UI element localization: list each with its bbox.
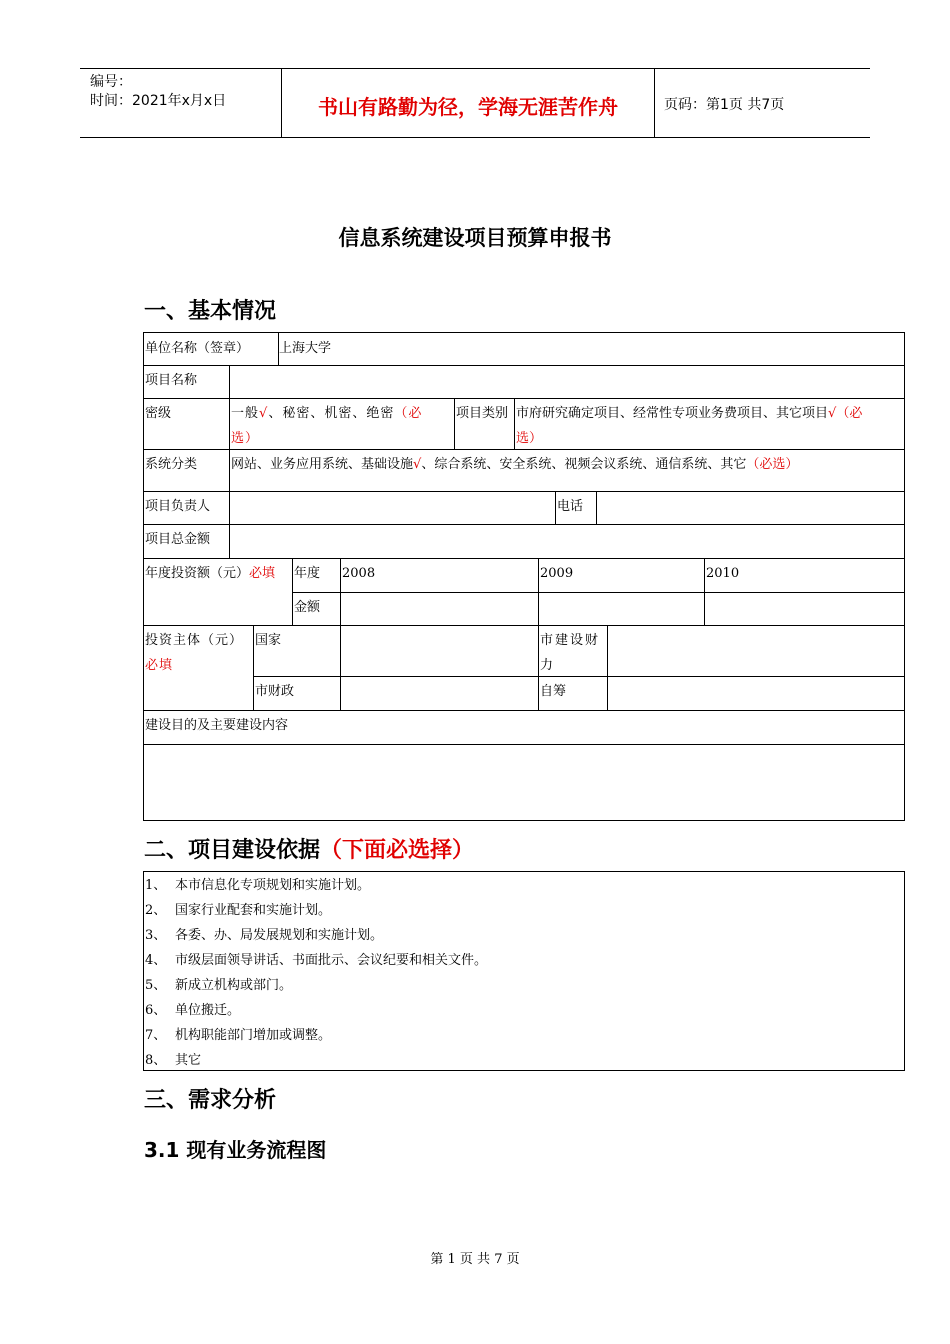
system-value: [229, 449, 905, 492]
city-construction-value: [607, 625, 905, 677]
header-divider: [654, 69, 655, 137]
national-label: 国家: [253, 625, 341, 677]
total-value: [229, 524, 905, 559]
secrecy-option-general: 一般: [231, 406, 260, 421]
check-mark: √: [413, 457, 422, 472]
investor-label: [143, 625, 254, 711]
document-title: 信息系统建设项目预算申报书: [338, 226, 612, 250]
page-footer: 第 1 页 共 7 页: [430, 1252, 520, 1267]
item-number: 1、: [145, 878, 167, 893]
secrecy-value: [229, 398, 455, 450]
section3-heading: 三、需求分析: [144, 1088, 277, 1113]
list-item: [145, 1048, 201, 1073]
owner-label: 项目负责人: [143, 491, 230, 525]
unit-name-value: 上海大学: [278, 332, 905, 366]
annual-investment-label: [143, 558, 293, 626]
required-note: 必填: [249, 566, 276, 581]
owner-value: [229, 491, 556, 525]
year-2010: 2010: [704, 558, 905, 593]
item-text: 本市信息化专项规划和实施计划。: [175, 878, 371, 893]
time-label: 时间：2021年x月x日: [90, 93, 227, 109]
item-number: 2、: [145, 903, 167, 918]
item-number: 3、: [145, 928, 167, 943]
national-value: [340, 625, 539, 677]
secrecy-label: 密级: [143, 398, 230, 450]
item-text: 各委、办、局发展规划和实施计划。: [175, 928, 384, 943]
unit-name-label: 单位名称（签章）: [143, 332, 279, 366]
code-label: 编号：: [90, 74, 132, 90]
phone-value: [596, 491, 905, 525]
category-options: 市府研究确定项目、经常性专项业务费项目、其它项目: [516, 406, 829, 421]
category-label: 项目类别: [454, 398, 515, 450]
item-number: 6、: [145, 1003, 167, 1018]
category-value: [514, 398, 905, 450]
section2-heading: [144, 833, 474, 864]
check-mark: √: [828, 406, 837, 421]
year-2008: 2008: [340, 558, 539, 593]
required-note: （必: [394, 406, 423, 421]
self-raised-label: 自筹: [538, 676, 608, 711]
system-label: 系统分类: [143, 449, 230, 492]
amount-2010: [704, 592, 905, 626]
section3-subheading: 3.1 现有业务流程图: [144, 1138, 327, 1162]
year-2009: 2009: [538, 558, 705, 593]
item-number: 5、: [145, 978, 167, 993]
section1-heading: 一、基本情况: [144, 299, 277, 324]
city-construction-text: 市建设财: [540, 633, 601, 648]
item-number: 8、: [145, 1053, 167, 1068]
phone-label: 电话: [555, 491, 597, 525]
list-item: [145, 1023, 331, 1048]
city-finance-value: [340, 676, 539, 711]
list-item: [145, 898, 331, 923]
item-text: 国家行业配套和实施计划。: [175, 903, 332, 918]
section2-heading-text: 二、项目建设依据: [144, 838, 321, 863]
required-note: （必选）: [746, 457, 799, 472]
item-text: 其它: [175, 1053, 202, 1068]
list-item: [145, 973, 292, 998]
page-header: [80, 68, 870, 138]
system-options-b: 、综合系统、安全系统、视频会议系统、通信系统、其它: [421, 457, 747, 472]
list-item: [145, 873, 370, 898]
city-construction-label: [538, 625, 608, 677]
city-construction-text: 力: [540, 658, 556, 673]
investor-label-text: 投资主体（元）: [145, 633, 244, 648]
list-item: [145, 998, 240, 1023]
system-options-a: 网站、业务应用系统、基础设施: [231, 457, 414, 472]
amount-2008: [340, 592, 539, 626]
required-note: 选）: [231, 431, 260, 446]
item-text: 单位搬迁。: [175, 1003, 241, 1018]
list-item: [145, 948, 487, 973]
required-note: 选）: [516, 431, 543, 446]
purpose-label: 建设目的及主要建设内容: [143, 710, 905, 745]
annual-label-text: 年度投资额（元）: [145, 566, 250, 581]
check-mark: √: [259, 406, 269, 421]
secrecy-options: 、秘密、机密、绝密: [268, 406, 395, 421]
item-text: 新成立机构或部门。: [175, 978, 293, 993]
list-item: [145, 923, 383, 948]
required-note: 必填: [145, 658, 174, 673]
required-note: （必: [836, 406, 863, 421]
section2-heading-note: （下面必选择）: [320, 838, 475, 863]
item-number: 4、: [145, 953, 167, 968]
item-text: 机构职能部门增加或调整。: [175, 1028, 332, 1043]
city-finance-label: 市财政: [253, 676, 341, 711]
item-text: 市级层面领导讲话、书面批示、会议纪要和相关文件。: [175, 953, 488, 968]
total-label: 项目总金额: [143, 524, 230, 559]
header-page-info: 页码：第1页 共7页: [664, 97, 785, 113]
item-number: 7、: [145, 1028, 167, 1043]
purpose-value: [143, 744, 905, 821]
self-raised-value: [607, 676, 905, 711]
amount-2009: [538, 592, 705, 626]
project-name-label: 项目名称: [143, 365, 230, 399]
header-meta: [90, 73, 226, 111]
year-label: 年度: [292, 558, 341, 593]
header-motto: 书山有路勤为径，学海无涯苦作舟: [318, 95, 618, 119]
amount-label: 金额: [292, 592, 341, 626]
project-name-value: [229, 365, 905, 399]
basis-list: [143, 871, 905, 1071]
